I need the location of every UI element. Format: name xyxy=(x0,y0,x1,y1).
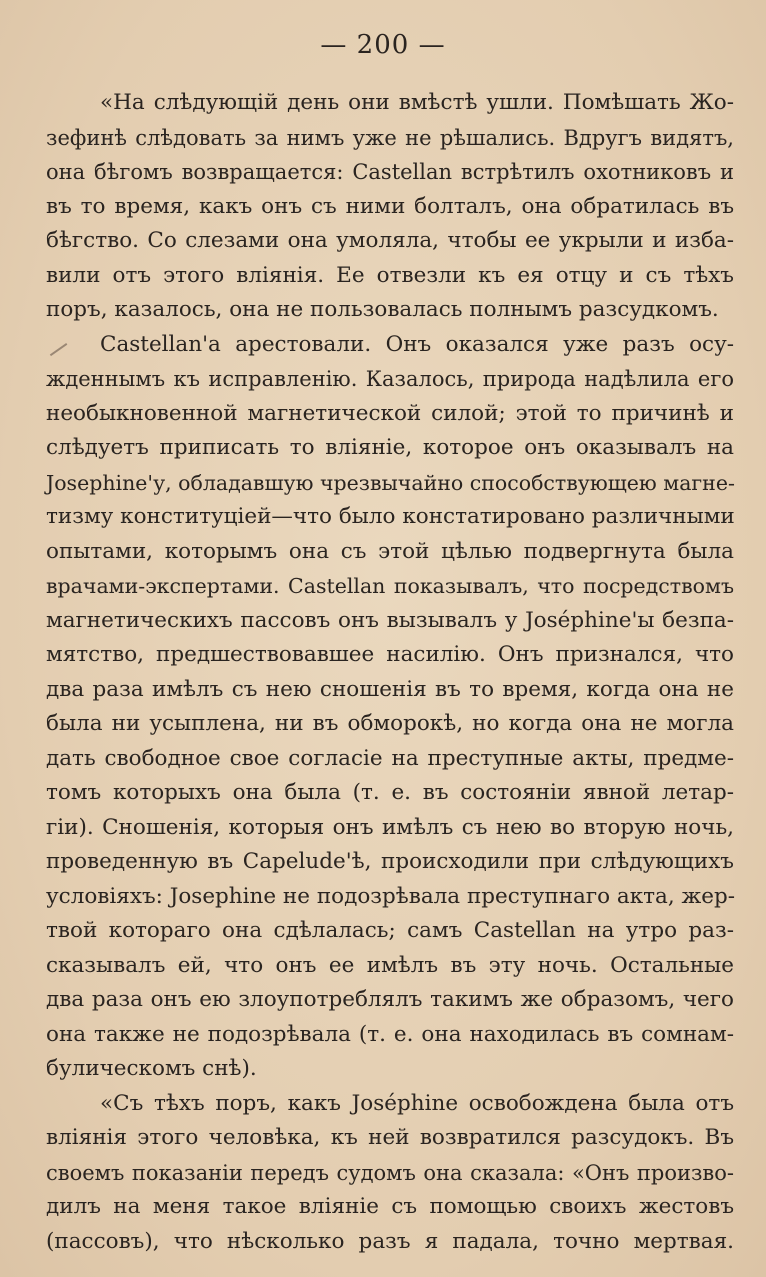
text-line: мятство, предшествовавшее насилію. Онъ признался, что xyxy=(46,642,734,667)
text-line: твой котораго она сдѣлалась; самъ Castellan на утро раз- xyxy=(46,918,734,943)
text-line: сказывалъ ей, что онъ ее имѣлъ въ эту ночь. Остальные xyxy=(46,952,734,978)
text-line: булическомъ снѣ). xyxy=(46,1056,257,1081)
text-line: дилъ на меня такое вліяніе съ помощью своихъ жестовъ xyxy=(46,1194,734,1219)
text-line: два раза имѣлъ съ нею сношенія въ то время, когда она не xyxy=(46,676,734,702)
text-line: вили отъ этого вліянія. Ее отвезли къ ея отцу и съ тѣхъ xyxy=(46,262,734,288)
text-line: зефинѣ слѣдовать за нимъ уже не рѣшались. Вдругъ видятъ, xyxy=(46,125,734,150)
text-line: Castellan'а арестовали. Онъ оказался уже разъ осу- xyxy=(100,331,734,357)
text-line: (пассовъ), что нѣсколько разъ я падала, точно мертвая. xyxy=(46,1228,734,1254)
text-line: опытами, которымъ она съ этой цѣлью подвергнута была xyxy=(46,538,734,564)
page-number: — 200 — xyxy=(320,30,446,60)
text-line: она бѣгомъ возвращается: Castellan встрѣтилъ охотниковъ и xyxy=(46,160,734,184)
text-line: условіяхъ: Josephine не подозрѣвала преступнаго акта, жер- xyxy=(46,883,736,909)
text-line: жденнымъ къ исправленію. Казалось, природа надѣлила его xyxy=(46,367,734,391)
text-line: слѣдуетъ приписать то вліяніе, которое онъ оказывалъ на xyxy=(46,435,734,460)
text-line: два раза онъ ею злоупотреблялъ такимъ же образомъ, чего xyxy=(46,987,734,1012)
text-line: въ то время, какъ онъ съ ними болталъ, она обратилась въ xyxy=(46,193,734,219)
body-text xyxy=(46,86,734,1259)
text-line: «Съ тѣхъ поръ, какъ Joséphine освобождена была отъ xyxy=(100,1090,734,1116)
text-line: бѣгство. Со слезами она умоляла, чтобы ее укрыли и изба- xyxy=(46,228,734,253)
text-line: поръ, казалось, она не пользовалась полнымъ разсудкомъ. xyxy=(46,297,719,322)
text-line: необыкновенной магнетической силой; этой то причинѣ и xyxy=(46,400,734,426)
text-line: врачами-экспертами. Castellan показывалъ, что посредствомъ xyxy=(46,574,734,598)
text-line: «На слѣдующій день они вмѣстѣ ушли. Помѣшать Жо- xyxy=(100,90,734,115)
text-line: магнетическихъ пассовъ онъ вызывалъ у Joséphine'ы безпа- xyxy=(46,607,734,633)
text-line: дать свободное свое согласіе на преступные акты, предме- xyxy=(46,745,734,771)
text-line: была ни усыплена, ни въ обморокѣ, но когда она не могла xyxy=(46,711,734,736)
text-line: она также не подозрѣвала (т. е. она находилась въ сомнам- xyxy=(46,1021,734,1047)
text-line: своемъ показаніи передъ судомъ она сказала: «Онъ произво- xyxy=(46,1160,734,1185)
text-line: Josephine'у, обладавшую чрезвычайно способствующею магне- xyxy=(46,470,735,495)
text-line: гіи). Сношенія, которыя онъ имѣлъ съ нею во вторую ночь, xyxy=(46,814,734,840)
text-line: проведенную въ Capelude'ѣ, происходили при слѣдующихъ xyxy=(46,849,734,874)
text-line: тизму конституціей—что было констатировано различными xyxy=(46,504,735,529)
text-line: вліянія этого человѣка, къ ней возвратился разсудокъ. Въ xyxy=(46,1125,734,1150)
text-line: томъ которыхъ она была (т. е. въ состояніи явной летар- xyxy=(46,780,734,805)
